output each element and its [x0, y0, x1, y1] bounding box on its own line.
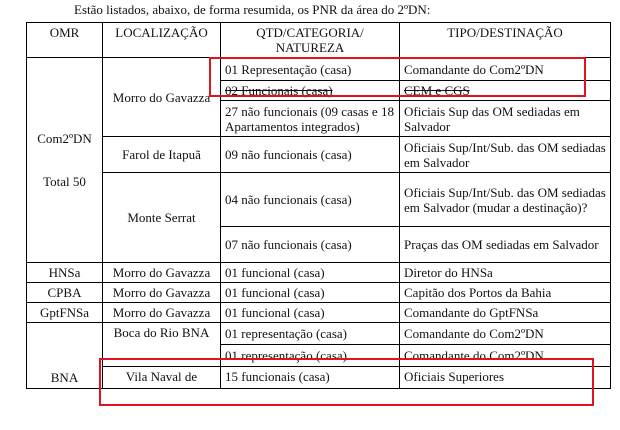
qtd-cell — [221, 81, 400, 101]
omr-com2dn: Com2ºDN — [37, 131, 92, 146]
tipo-cell: Comandante do Com2ºDN — [400, 345, 611, 367]
tipo-cell — [400, 81, 611, 101]
qtd-cell: 15 funcionais (casa) — [221, 367, 400, 389]
tipo-cell: Diretor do HNSa — [400, 263, 611, 283]
qtd-cell: 07 não funcionais (casa) — [221, 227, 400, 263]
omr-cell: HNSa — [27, 263, 103, 283]
header-qtd-categoria: QTD/CATEGORIA/ NATUREZA — [221, 23, 400, 58]
tipo-cell: Oficiais Sup/Int/Sub. das OM sediadas em Salvador — [400, 137, 611, 173]
qtd-cell: 04 não funcionais (casa) — [221, 173, 400, 227]
tipo-cell: Comandante do Com2ºDN — [400, 58, 611, 81]
location-cell: Morro do Gavazza — [103, 303, 221, 323]
header-tipo-destinacao: TIPO/DESTINAÇÃO — [400, 23, 611, 58]
table-row — [27, 323, 611, 345]
tipo-cell: Praças das OM sediadas em Salvador — [400, 227, 611, 263]
location-cell: Morro do Gavazza — [103, 283, 221, 303]
location-cell: Morro do Gavazza — [103, 263, 221, 283]
location-cell — [103, 323, 221, 367]
tipo-cell: Oficiais Superiores — [400, 367, 611, 389]
omr-cell: GptFNSa — [27, 303, 103, 323]
qtd-cell: 09 não funcionais (casa) — [221, 137, 400, 173]
header-omr: OMR — [27, 23, 103, 58]
qtd-cell: 01 representação (casa) — [221, 345, 400, 367]
omr-bna: BNA — [50, 370, 79, 385]
omr-total: Total 50 — [43, 174, 86, 189]
omr-cell-com2dn — [27, 58, 103, 263]
table-row — [27, 367, 611, 389]
header-row — [27, 23, 611, 58]
tipo-strike: CEM e CGS — [404, 83, 470, 98]
tipo-cell: Comandante do GptFNSa — [400, 303, 611, 323]
table-row — [27, 137, 611, 173]
table-row — [27, 58, 611, 81]
qtd-cell: 01 representação (casa) — [221, 323, 400, 345]
intro-text: Estão listados, abaixo, de forma resumida, os PNR da área do 2ºDN: — [74, 2, 431, 17]
location-cell: Monte Serrat — [103, 173, 221, 263]
table-row — [27, 263, 611, 283]
header-localizacao: LOCALIZAÇÃO — [103, 23, 221, 58]
location-vila: Vila Naval de — [125, 369, 198, 384]
qtd-strike: 02 Funcionais (casa) — [225, 83, 333, 98]
location-boca: Boca do Rio BNA — [113, 325, 210, 340]
omr-cell: CPBA — [27, 283, 103, 303]
table-row — [27, 283, 611, 303]
tipo-cell: Oficiais Sup/Int/Sub. das OM sediadas em Salvador (mudar a destinação)? — [400, 173, 611, 227]
omr-cell — [27, 323, 103, 389]
qtd-cell: 01 funcional (casa) — [221, 303, 400, 323]
table-row — [27, 173, 611, 227]
location-cell — [103, 367, 221, 389]
tipo-cell: Capitão dos Portos da Bahia — [400, 283, 611, 303]
table-row — [27, 303, 611, 323]
qtd-cell: 01 funcional (casa) — [221, 283, 400, 303]
tipo-cell: Oficiais Sup das OM sediadas em Salvador — [400, 101, 611, 137]
qtd-cell: 01 funcional (casa) — [221, 263, 400, 283]
qtd-cell: 01 Representação (casa) — [221, 58, 400, 81]
pnr-table — [26, 22, 611, 389]
location-cell: Farol de Itapuã — [103, 137, 221, 173]
location-cell: Morro do Gavazza — [103, 58, 221, 137]
tipo-cell: Comandante do Com2ºDN — [400, 323, 611, 345]
qtd-cell: 27 não funcionais (09 casas e 18 Apartamentos integrados) — [221, 101, 400, 137]
